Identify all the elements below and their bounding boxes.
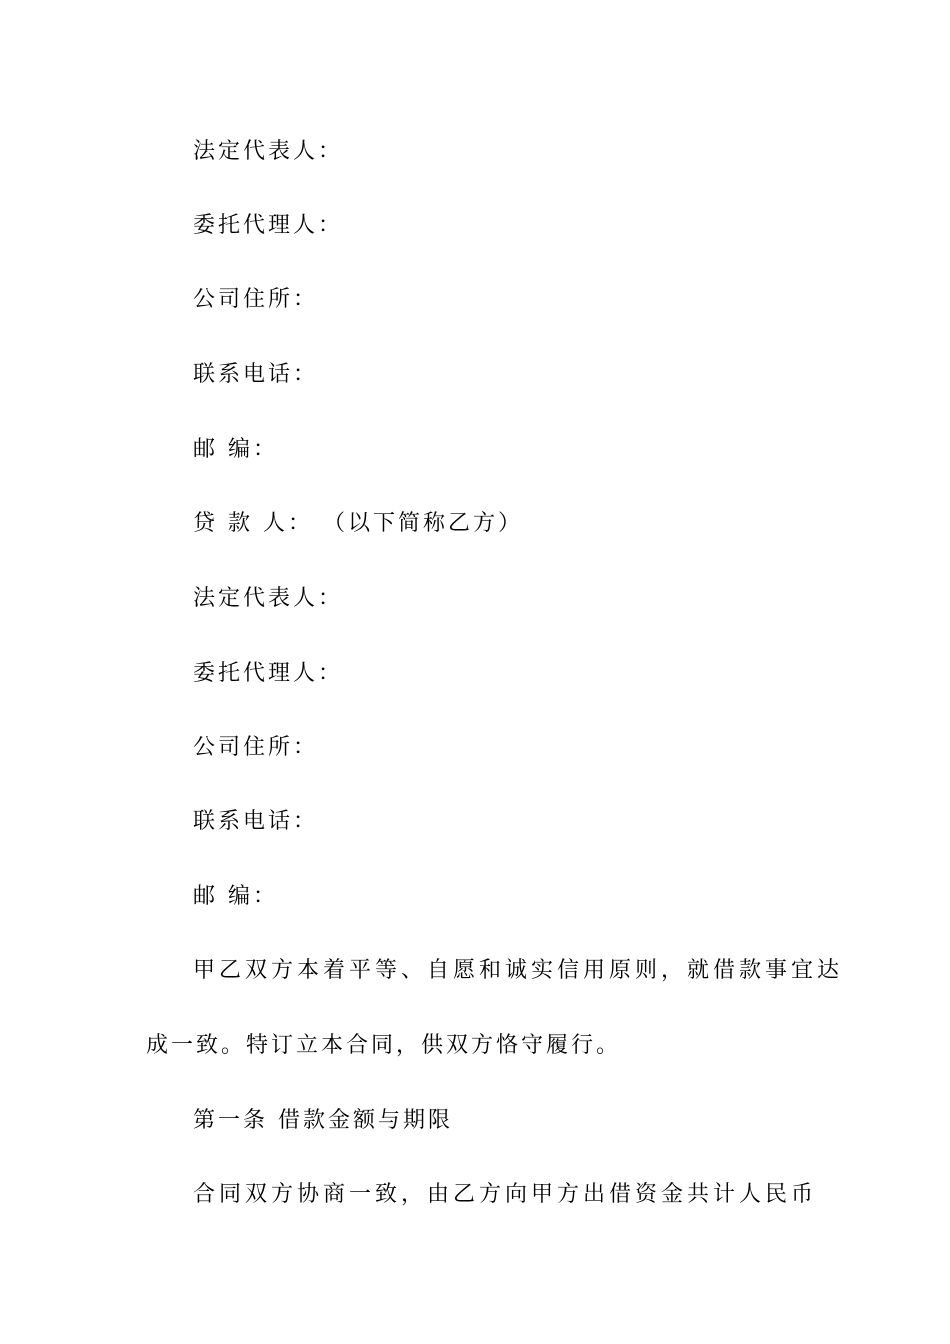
party-b-postcode-label: 邮 编：	[193, 884, 278, 909]
party-b-agent-label: 委托代理人：	[193, 661, 344, 686]
party-b-phone-label: 联系电话：	[193, 809, 319, 834]
party-a-legal-representative-label: 法定代表人：	[193, 139, 344, 164]
party-a-phone-label: 联系电话：	[193, 362, 319, 387]
party-a-postcode-label: 邮 编：	[193, 437, 278, 462]
party-b-legal-representative-label: 法定代表人：	[193, 586, 344, 611]
article-one-heading: 第一条 借款金额与期限	[193, 1108, 453, 1133]
article-one-paragraph-line-1: 合同双方协商一致，由乙方向甲方出借资金共计人民币	[193, 1182, 818, 1207]
preamble-paragraph-line-1: 甲乙双方本着平等、自愿和诚实信用原则，就借款事宜达	[193, 958, 844, 983]
party-a-agent-label: 委托代理人：	[193, 213, 344, 238]
lender-label: 贷 款 人： （以下简称乙方）	[193, 511, 523, 536]
preamble-paragraph-line-2: 成一致。特订立本合同，供双方恪守履行。	[146, 1033, 622, 1058]
party-a-address-label: 公司住所：	[193, 287, 319, 312]
party-b-address-label: 公司住所：	[193, 735, 319, 760]
